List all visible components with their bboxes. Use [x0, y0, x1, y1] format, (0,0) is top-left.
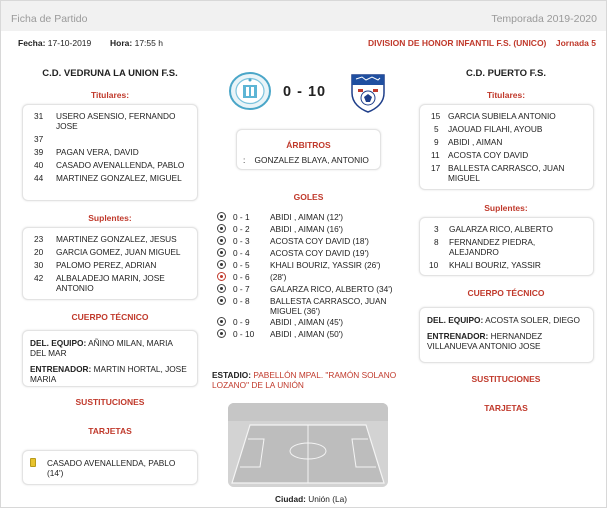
player-number: 39 [34, 147, 44, 157]
home-subs-box [22, 227, 198, 300]
player-name: ACOSTA COY DAVID [448, 150, 529, 160]
yellow-card-icon [30, 458, 36, 467]
list-item [34, 160, 189, 170]
staff-coach [30, 364, 189, 384]
page-title: Ficha de Partido [11, 13, 88, 25]
staff-name: HERNANDEZ VILLANUEVA ANTONIO JOSE [427, 331, 543, 351]
match-datetime [18, 38, 163, 48]
match-score: 0 - 10 [283, 84, 327, 100]
goal-row [217, 212, 405, 222]
goal-row [217, 296, 405, 316]
list-item [34, 260, 189, 270]
home-cards-box [22, 450, 198, 485]
goal-score: 0 - 7 [233, 284, 250, 294]
goal-scorer: ACOSTA COY DAVID (19') [270, 248, 369, 258]
goals-title: GOLES [293, 192, 324, 202]
away-cards-title: TARJETAS [484, 403, 528, 413]
away-substitutions-title: SUSTITUCIONES [471, 374, 541, 384]
player-number: 30 [34, 260, 44, 270]
list-item [429, 237, 585, 257]
referees-title: ÁRBITROS [286, 140, 331, 150]
home-starters-box [22, 104, 198, 201]
staff-role: DEL. EQUIPO: [30, 338, 87, 348]
referee-role: : [243, 155, 246, 165]
referees-box [236, 129, 381, 170]
home-staff-box [22, 330, 198, 387]
away-team-name: C.D. PUERTO F.S. [465, 68, 547, 79]
player-number: 15 [431, 111, 441, 121]
goal-scorer: ABIDI , AIMAN (50') [270, 329, 344, 339]
goal-row [217, 284, 405, 294]
staff-name: AÑINO MILAN, MARIA DEL MAR [30, 338, 173, 358]
goal-score: 0 - 10 [233, 329, 255, 339]
referee-name: GONZALEZ BLAYA, ANTONIO [254, 155, 369, 165]
player-number: 8 [434, 237, 439, 247]
player-name: GALARZA RICO, ALBERTO [449, 224, 553, 234]
goal-score: 0 - 1 [233, 212, 250, 222]
player-name: ABIDI , AIMAN [448, 137, 503, 147]
home-cards-title: TARJETAS [88, 426, 132, 436]
player-name: MARTINEZ GONZALEZ, JESUS [56, 234, 177, 244]
goal-row [217, 272, 405, 282]
date-value: 17-10-2019 [47, 38, 92, 48]
player-name: MARTINEZ GONZALEZ, MIGUEL [56, 173, 182, 183]
list-item [34, 147, 189, 157]
city-label: Ciudad: [275, 494, 306, 504]
referee-row [243, 155, 369, 165]
player-name: CASADO AVENALLENDA, PABLO [56, 160, 185, 170]
player-number: 11 [431, 150, 440, 160]
goal-scorer: KHALI BOURIZ, YASSIR (26') [270, 260, 381, 270]
city-name: Unión (La) [308, 494, 347, 504]
staff-coach [427, 331, 585, 351]
player-number: 42 [34, 273, 44, 283]
goal-row [217, 329, 405, 339]
list-item [429, 260, 585, 270]
staff-role: DEL. EQUIPO: [427, 315, 484, 325]
away-staff-box [419, 307, 594, 363]
away-subs-title: Suplentes: [484, 203, 528, 213]
home-subs-title: Suplentes: [88, 213, 132, 223]
staff-name: MARTIN HORTAL, JOSE MARIA [30, 364, 187, 384]
goal-row [217, 248, 405, 258]
home-staff-title: CUERPO TÉCNICO [71, 312, 149, 322]
player-name: ALBALADEJO MARIN, JOSE ANTONIO [56, 273, 165, 293]
goal-score: 0 - 5 [233, 260, 250, 270]
soccer-ball-icon [217, 317, 226, 326]
staff-role: ENTRENADOR: [30, 364, 92, 374]
soccer-ball-icon [217, 224, 226, 233]
goal-scorer: ACOSTA COY DAVID (18') [270, 236, 369, 246]
list-item [431, 150, 585, 160]
soccer-ball-icon [217, 260, 226, 269]
player-number: 37 [34, 134, 44, 144]
soccer-ball-icon [217, 284, 226, 293]
home-starters-title: Titulares: [90, 90, 130, 100]
player-name: KHALI BOURIZ, YASSIR [449, 260, 541, 270]
soccer-ball-icon [217, 236, 226, 245]
goal-scorer: (28') [270, 272, 287, 282]
staff-role: ENTRENADOR: [427, 331, 489, 341]
list-item [34, 111, 189, 131]
player-name: BALLESTA CARRASCO, JUAN MIGUEL [448, 163, 565, 183]
home-team-name: C.D. VEDRUNA LA UNION F.S. [42, 68, 178, 79]
away-starters-title: Titulares: [486, 90, 526, 100]
goal-row [217, 236, 405, 246]
goal-row [217, 224, 405, 234]
stadium-info [212, 370, 412, 390]
player-number: 31 [34, 111, 44, 121]
goal-score: 0 - 8 [233, 296, 250, 306]
list-item [431, 137, 585, 147]
time-label: Hora: [110, 38, 133, 48]
date-label: Fecha: [18, 38, 46, 48]
goal-score: 0 - 9 [233, 317, 250, 327]
player-number: 5 [434, 124, 439, 134]
staff-delegate [427, 315, 585, 325]
list-item [34, 234, 189, 244]
goal-scorer: BALLESTA CARRASCO, JUAN MIGUEL (36') [270, 296, 387, 316]
card-player: CASADO AVENALLENDA, PABLO (14') [47, 458, 176, 478]
player-number: 3 [434, 224, 439, 234]
list-item [431, 111, 585, 121]
player-number: 44 [34, 173, 44, 183]
goal-scorer: ABIDI , AIMAN (12') [270, 212, 344, 222]
staff-name: ACOSTA SOLER, DIEGO [485, 315, 580, 325]
header-bar [1, 1, 606, 31]
list-item [34, 134, 189, 144]
goal-scorer: ABIDI , AIMAN (45') [270, 317, 344, 327]
player-number: 10 [429, 260, 439, 270]
player-number: 20 [34, 247, 44, 257]
soccer-ball-icon [217, 212, 226, 221]
goal-score: 0 - 4 [233, 248, 250, 258]
list-item [429, 224, 585, 234]
season-label: Temporada 2019-2020 [491, 13, 597, 25]
player-number: 9 [434, 137, 439, 147]
goal-score: 0 - 3 [233, 236, 250, 246]
away-crest-icon [346, 71, 390, 113]
player-number: 17 [431, 163, 441, 173]
player-name: USERO ASENSIO, FERNANDO JOSE [56, 111, 176, 131]
player-name: GARCIA GOMEZ, JUAN MIGUEL [56, 247, 181, 257]
list-item [34, 273, 189, 293]
round-label: Jornada 5 [555, 38, 596, 48]
goal-row [217, 260, 405, 270]
player-name: PAGAN VERA, DAVID [56, 147, 139, 157]
player-name: JAOUAD FILAHI, AYOUB [448, 124, 543, 134]
list-item [34, 247, 189, 257]
stadium-label: ESTADIO: [212, 370, 252, 380]
stadium-name: PABELLÓN MPAL. "RAMÓN SOLANO LOZANO" DE LA UNIÓN [212, 370, 397, 390]
goal-row [217, 317, 405, 327]
competition-info [368, 38, 596, 48]
goal-score: 0 - 2 [233, 224, 250, 234]
own-goal-ball-icon [217, 272, 226, 281]
soccer-ball-icon [217, 248, 226, 257]
list-item [34, 173, 189, 183]
goal-scorer: ABIDI , AIMAN (16') [270, 224, 344, 234]
goal-scorer: GALARZA RICO, ALBERTO (34') [270, 284, 393, 294]
soccer-ball-icon [217, 329, 226, 338]
competition-name: DIVISION DE HONOR INFANTIL F.S. (UNICO) [368, 38, 547, 48]
player-name: GARCIA SUBIELA ANTONIO [448, 111, 556, 121]
list-item [30, 458, 189, 478]
player-name [56, 134, 189, 144]
time-value: 17:55 h [134, 38, 163, 48]
away-starters-box [419, 104, 594, 190]
player-number: 40 [34, 160, 44, 170]
list-item [431, 124, 585, 134]
staff-delegate [30, 338, 189, 358]
player-name: PALOMO PEREZ, ADRIAN [56, 260, 157, 270]
home-crest-icon [228, 71, 272, 111]
away-staff-title: CUERPO TÉCNICO [467, 288, 545, 298]
home-substitutions-title: SUSTITUCIONES [75, 397, 145, 407]
player-name: FERNANDEZ PIEDRA, ALEJANDRO [449, 237, 536, 257]
goal-score: 0 - 6 [233, 272, 250, 282]
city-info [231, 494, 391, 504]
list-item [431, 163, 585, 183]
soccer-ball-icon [217, 296, 226, 305]
pitch-image [228, 403, 388, 487]
player-number: 23 [34, 234, 44, 244]
away-subs-box [419, 217, 594, 276]
